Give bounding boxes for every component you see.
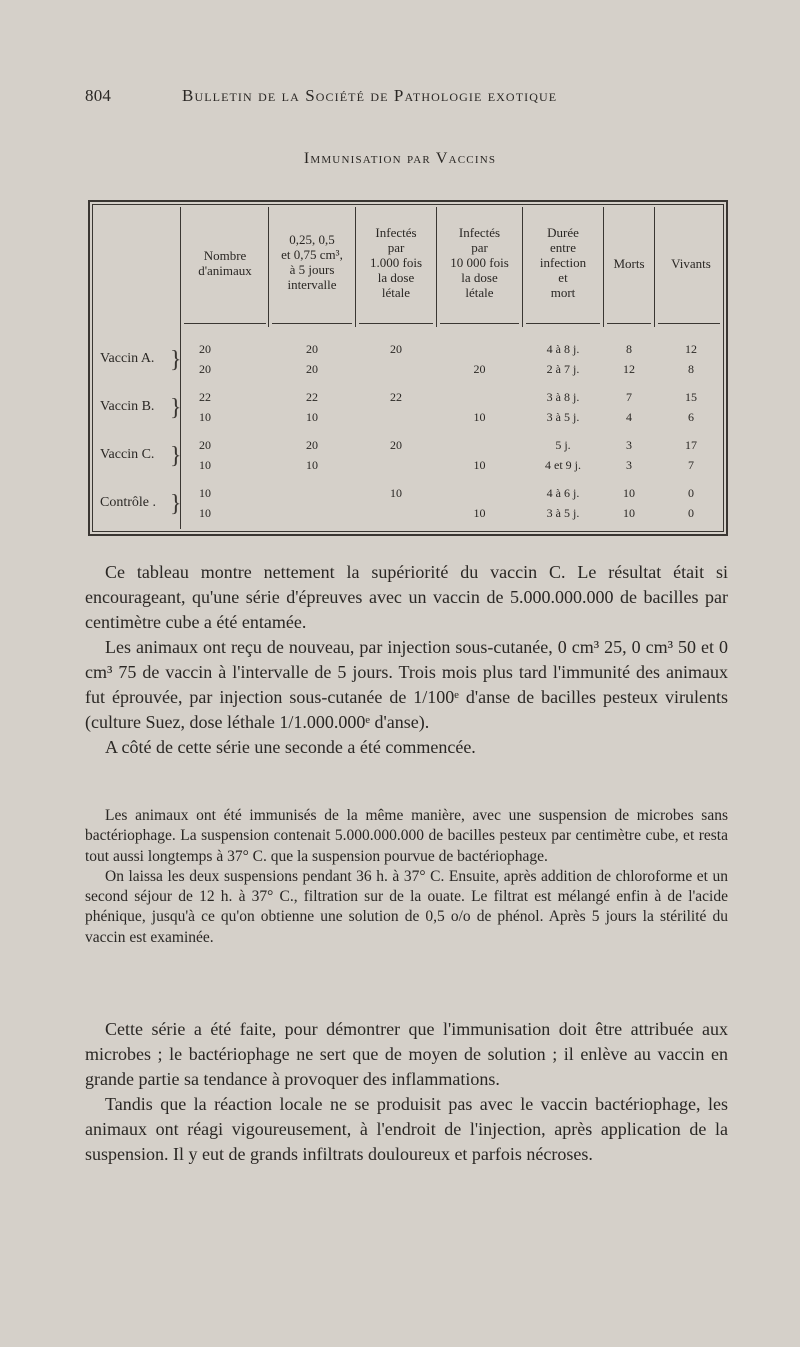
- table-cell: 3 à 8 j.: [546, 390, 580, 404]
- table-cell: 4 à 6 j.: [546, 486, 580, 500]
- table-cell: 4 à 8 j.: [546, 342, 580, 356]
- table-cell: 10: [390, 486, 402, 500]
- table-cell: 3 à 5 j.: [546, 506, 580, 520]
- table-cell: 4 et 9 j.: [545, 458, 581, 472]
- header-line: mort: [550, 285, 576, 300]
- paragraph: On laissa les deux suspensions pendant 36 h. à 37° C. Ensuite, après addition de chloroforme et un second séjour de 12 h. à 37° C., filtration sur de la ouate. Le filtrat est mélangé enfin à de l'acide phénique, jusqu'à ce qu'on obtienne une solution de 0,5 o/o de phénol. Après 5 jours la stérilité du vaccin est examinée.: [85, 867, 728, 946]
- header-rule: [658, 323, 720, 324]
- header-rule: [526, 323, 600, 324]
- header-line: à 5 jours: [289, 262, 335, 277]
- header-line: et 0,75 cm³,: [281, 247, 343, 262]
- row-brace: }: [170, 395, 182, 421]
- table-cell: 20: [473, 362, 486, 376]
- table-cell: 10: [306, 410, 318, 424]
- row-label: Contrôle .: [100, 495, 156, 510]
- paragraph: Cette série a été faite, pour démontrer que l'immunisation doit être attribuée aux microbes ; le bactériophage ne sert que de moyen de solution ; il enlève au vaccin en grande partie sa tendance à provoquer des inflammations.: [85, 1019, 728, 1089]
- table-cell: 10: [473, 410, 486, 424]
- col-header-duree: [522, 225, 604, 300]
- table-cell: 5 j.: [555, 438, 571, 452]
- row-label: Vaccin B.: [100, 399, 155, 414]
- row-label: Vaccin C.: [100, 447, 155, 462]
- table-cell: 4: [626, 410, 632, 424]
- col-header-nombre: [180, 248, 270, 278]
- header-line: d'animaux: [198, 263, 252, 278]
- col-header-infectes-10000: [436, 225, 523, 300]
- table-cell: 6: [688, 410, 694, 424]
- table-cell: 8: [688, 362, 694, 376]
- col-header-dose: [268, 232, 356, 292]
- table-cell: 0: [688, 506, 694, 520]
- row-brace: }: [170, 443, 182, 469]
- table-cell: 10: [623, 506, 635, 520]
- header-rule: [359, 323, 433, 324]
- running-title: Bulletin de la Société de Pathologie exotique: [182, 86, 558, 105]
- col-header-morts: [603, 256, 655, 271]
- header-line: la dose: [377, 270, 415, 285]
- table-cell: 20: [306, 438, 318, 452]
- table-cell: 15: [685, 390, 697, 404]
- table-cell: 20: [306, 342, 318, 356]
- header-line: la dose: [461, 270, 498, 285]
- paragraph: Les animaux ont été immunisés de la même manière, avec une suspension de microbes sans bactériophage. La suspension contenait 5.000.000.000 de bacilles pesteux par centimètre cube, et resta tout aussi longtemps à 37° C. que la suspension pourvue de bactériophage.: [85, 807, 728, 865]
- row-brace: }: [170, 347, 182, 373]
- table-cell: 2 à 7 j.: [546, 362, 580, 376]
- table-cell: 7: [626, 390, 632, 404]
- header-line: 0,25, 0,5: [289, 232, 335, 247]
- header-line: 10 000 fois: [450, 255, 509, 270]
- table-cell: 17: [685, 438, 697, 452]
- paragraph: A côté de cette série une seconde a été commencée.: [105, 737, 476, 757]
- table-title: Immunisation par Vaccins: [303, 150, 497, 167]
- row-brace: }: [170, 491, 182, 517]
- header-rule: [607, 323, 651, 324]
- header-line: Vivants: [671, 256, 711, 271]
- table-cell: 10: [199, 486, 211, 500]
- col-header-infectes-1000: [355, 225, 437, 300]
- header-rule: [184, 323, 266, 324]
- header-line: Morts: [613, 256, 645, 271]
- table-cell: 22: [199, 390, 211, 404]
- table-cell: 20: [390, 438, 402, 452]
- table-cell: 20: [199, 438, 211, 452]
- body-text-lower: [85, 1017, 728, 1167]
- header-line: Infectés: [458, 225, 501, 240]
- table-cell: 22: [306, 390, 318, 404]
- table-cell: 7: [688, 458, 694, 472]
- table-cell: 3: [626, 458, 632, 472]
- table-cell: 20: [199, 342, 211, 356]
- table-cell: 10: [199, 410, 211, 424]
- header-line: intervalle: [287, 277, 337, 292]
- table-cell: 10: [473, 506, 486, 520]
- header-line: par: [387, 240, 405, 255]
- body-text-upper: [85, 560, 728, 760]
- table-cell: 0: [688, 486, 694, 500]
- table-cell: 10: [199, 458, 211, 472]
- header-line: létale: [465, 285, 494, 300]
- header-rule: [272, 323, 352, 324]
- table-cell: 10: [473, 458, 486, 472]
- paragraph: Ce tableau montre nettement la supériorité du vaccin C. Le résultat était si encourageant, qu'une série d'épreuves avec un vaccin de 5.000.000.000 de bacilles par centimètre cube a été entamée.: [85, 562, 728, 632]
- paragraph: Les animaux ont reçu de nouveau, par injection sous-cutanée, 0 cm³ 25, 0 cm³ 50 et 0 cm³ 75 de vaccin à l'intervalle de 5 jours. Trois mois plus tard l'immunité des animaux fut éprouvée, par injection sous-cutanée de 1/100ᵉ d'anse de bacilles pesteux virulents (culture Suez, dose léthale 1/1.000.000ᵉ d'anse).: [85, 637, 728, 732]
- header-line: Nombre: [203, 248, 247, 263]
- header-line: létale: [381, 285, 411, 300]
- table-cell: 3: [626, 438, 632, 452]
- table-cell: 12: [623, 362, 635, 376]
- col-header-vivants: [654, 256, 728, 271]
- header-line: infection: [539, 255, 587, 270]
- table-cell: 20: [306, 362, 318, 376]
- paragraph: Tandis que la réaction locale ne se produisit pas avec le vaccin bactériophage, les animaux ont réagi vigoureusement, à l'endroit de l'injection, après application de la suspension. Il y eut de grands infiltrats douloureux et parfois nécroses.: [85, 1094, 728, 1164]
- table-cell: 10: [199, 506, 211, 520]
- header-line: entre: [550, 240, 576, 255]
- page-number: 804: [85, 86, 112, 105]
- table-cell: 20: [199, 362, 211, 376]
- table-cell: 22: [390, 390, 402, 404]
- header-rule: [440, 323, 519, 324]
- header-line: Durée: [547, 225, 579, 240]
- table-cell: 20: [390, 342, 402, 356]
- table-cell: 10: [623, 486, 635, 500]
- table-cell: 12: [685, 342, 697, 356]
- header-line: et: [558, 270, 568, 285]
- table-cell: 10: [306, 458, 318, 472]
- header-line: par: [471, 240, 488, 255]
- small-print-text: [85, 806, 728, 948]
- header-line: 1.000 fois: [370, 255, 422, 270]
- row-label: Vaccin A.: [100, 351, 155, 366]
- header-line: Infectés: [375, 225, 417, 240]
- table-cell: 3 à 5 j.: [546, 410, 580, 424]
- table-cell: 8: [626, 342, 632, 356]
